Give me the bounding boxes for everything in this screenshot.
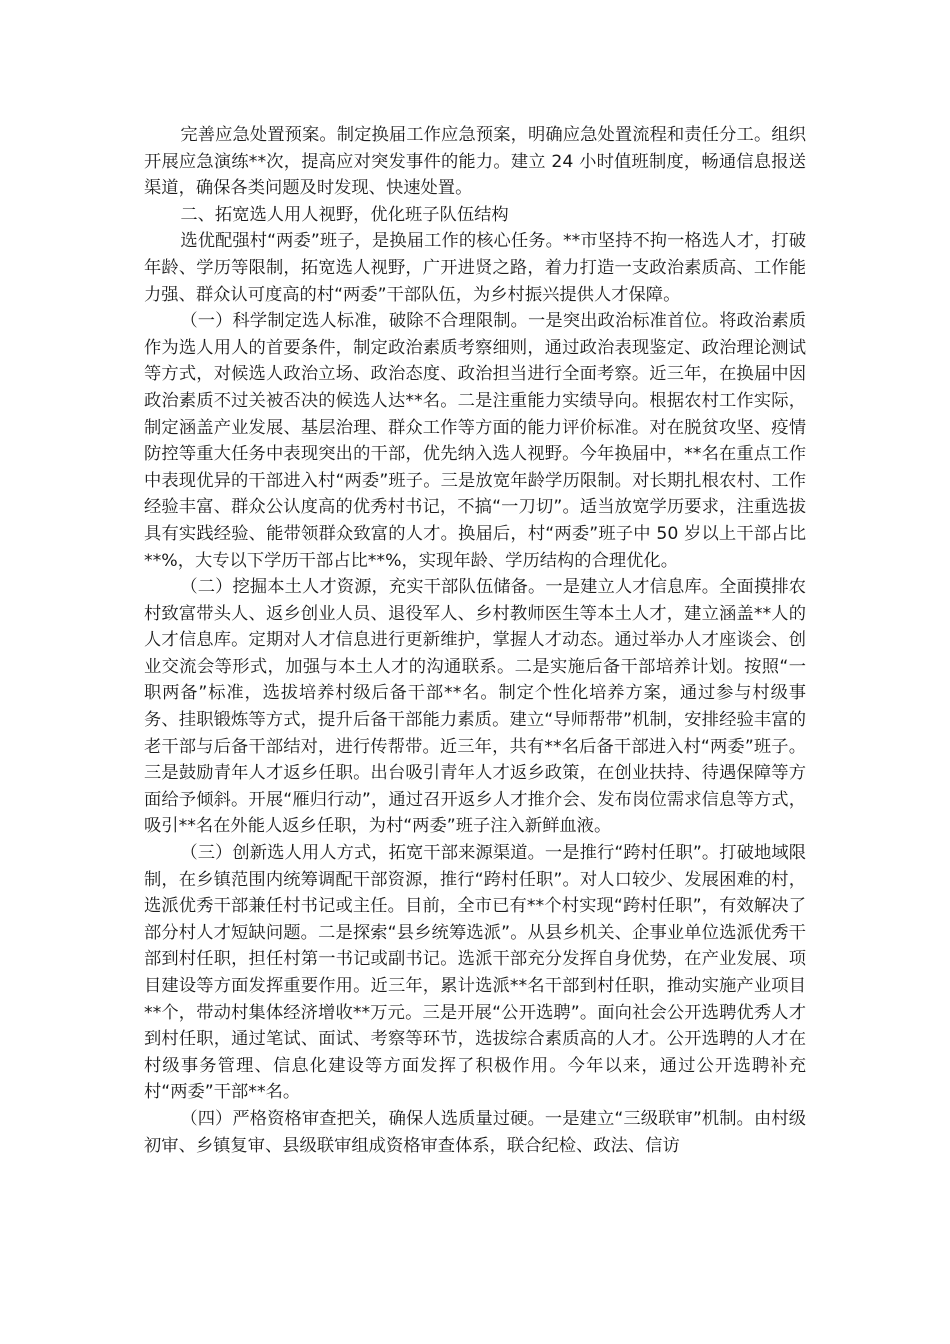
paragraph-subsection-1: （一）科学制定选人标准，破除不合理限制。一是突出政治标准首位。将政治素质作为选人用人的首要条件，制定政治素质考察细则，通过政治表现鉴定、政治理论测试等方式，对候选人政治立场、政治态度、政治担当进行全面考察。近三年，在换届中因政治素质不过关被否决的候选人达**名。二是注重能力实绩导向。根据农村工作实际，制定涵盖产业发展、基层治理、群众工作等方面的能力评价标准。对在脱贫攻坚、疫情防控等重大任务中表现突出的干部，优先纳入选人视野。今年换届中，**名在重点工作中表现优异的干部进入村“两委”班子。三是放宽年龄学历限制。对长期扎根农村、工作经验丰富、群众公认度高的优秀村书记，不搞“一刀切”。适当放宽学历要求，注重选拔具有实践经验、能带领群众致富的人才。换届后，村“两委”班子中 50 岁以上干部占比**%，大专以下学历干部占比**%，实现年龄、学历结构的合理优化。 [144,311,806,571]
paragraph-section-intro: 选优配强村“两委”班子，是换届工作的核心任务。**市坚持不拘一格选人才，打破年龄、学历等限制，拓宽选人视野，广开进贤之路，着力打造一支政治素质高、工作能力强、群众认可度高的村“两委”干部队伍，为乡村振兴提供人才保障。 [144,231,806,305]
paragraph-emergency-plan: 完善应急处置预案。制定换届工作应急预案，明确应急处置流程和责任分工。组织开展应急演练**次，提高应对突发事件的能力。建立 24 小时值班制度，畅通信息报送渠道，确保各类问题及时发现、快速处置。 [144,125,806,199]
document-page [144,122,806,1159]
section-heading-2: 二、拓宽选人用人视野，优化班子队伍结构 [180,204,509,225]
paragraph-subsection-2: （二）挖掘本土人才资源，充实干部队伍储备。一是建立人才信息库。全面摸排农村致富带头人、返乡创业人员、退役军人、乡村教师医生等本土人才，建立涵盖**人的人才信息库。定期对人才信息进行更新维护，掌握人才动态。通过举办人才座谈会、创业交流会等形式，加强与本土人才的沟通联系。二是实施后备干部培养计划。按照“一职两备”标准，选拔培养村级后备干部**名。制定个性化培养方案，通过参与村级事务、挂职锻炼等方式，提升后备干部能力素质。建立“导师帮带”机制，安排经验丰富的老干部与后备干部结对，进行传帮带。近三年，共有**名后备干部进入村“两委”班子。三是鼓励青年人才返乡任职。出台吸引青年人才返乡政策，在创业扶持、待遇保障等方面给予倾斜。开展“雁归行动”，通过召开返乡人才推介会、发布岗位需求信息等方式，吸引**名在外能人返乡任职，为村“两委”班子注入新鲜血液。 [144,577,806,837]
paragraph-subsection-4: （四）严格资格审查把关，确保人选质量过硬。一是建立“三级联审”机制。由村级初审、乡镇复审、县级联审组成资格审查体系，联合纪检、政法、信访 [144,1108,806,1156]
paragraph-subsection-3: （三）创新选人用人方式，拓宽干部来源渠道。一是推行“跨村任职”。打破地域限制，在乡镇范围内统筹调配干部资源，推行“跨村任职”。对人口较少、发展困难的村，选派优秀干部兼任村书记或主任。目前，全市已有**个村实现“跨村任职”，有效解决了部分村人才短缺问题。二是探索“县乡统筹选派”。从县乡机关、企事业单位选派优秀干部到村任职，担任村第一书记或副书记。选派干部充分发挥自身优势，在产业发展、项目建设等方面发挥重要作用。近三年，累计选派**名干部到村任职，推动实施产业项目**个，带动村集体经济增收**万元。三是开展“公开选聘”。面向社会公开选聘优秀人才到村任职，通过笔试、面试、考察等环节，选拔综合素质高的人才。公开选聘的人才在村级事务管理、信息化建设等方面发挥了积极作用。今年以来，通过公开选聘补充村“两委”干部**名。 [144,843,806,1103]
